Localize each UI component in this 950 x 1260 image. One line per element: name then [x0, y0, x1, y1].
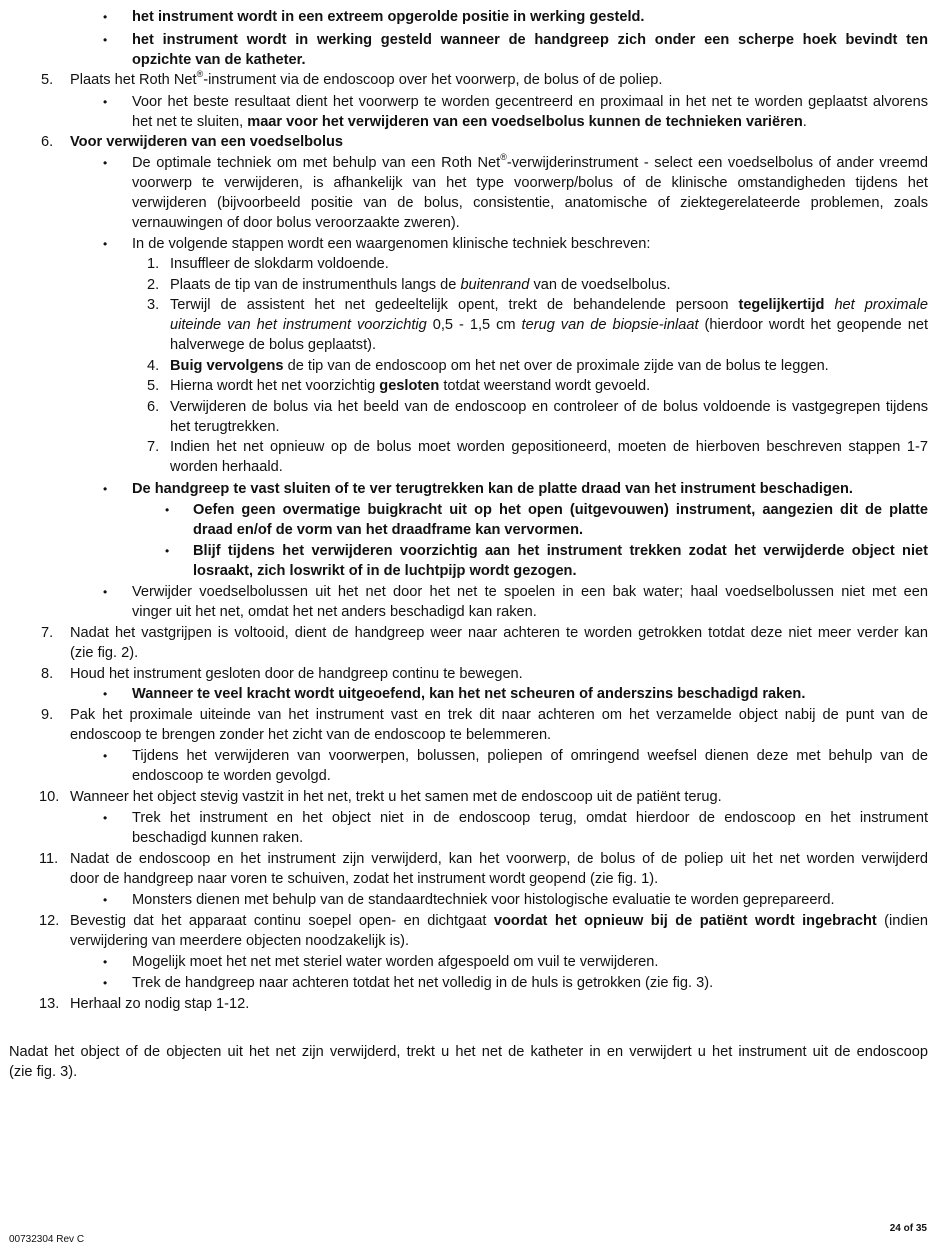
line-text	[70, 931, 928, 952]
text-run: vinger uit het net, omdat het net anders beschadigd kan raken.	[132, 604, 537, 620]
line-text	[132, 234, 928, 255]
text-line	[0, 295, 950, 316]
line-text	[170, 397, 928, 418]
line-text	[132, 952, 928, 973]
text-run: (zie fig. 3).	[9, 1064, 78, 1080]
text-run: (zie fig. 2).	[70, 645, 139, 661]
list-number: 10.	[39, 789, 60, 805]
list-number: 9.	[41, 707, 54, 723]
line-text	[9, 1062, 928, 1083]
text-run: 0,5 - 1,5 cm	[426, 317, 522, 333]
text-line	[0, 275, 950, 296]
text-line	[0, 193, 950, 214]
line-text	[193, 520, 928, 541]
text-line	[0, 315, 950, 336]
line-text	[70, 70, 928, 91]
bold-text: Oefen geen overmatige buigkracht uit op het open (uitgevouwen) instrument, aangezien dit de platte	[193, 502, 928, 518]
text-run: endoscoop te worden gevolgd.	[132, 768, 331, 784]
bold-text: gesloten	[379, 378, 440, 394]
line-text	[132, 684, 928, 705]
line-text	[132, 112, 928, 133]
text-run: Insuffleer de slokdarm voldoende.	[170, 256, 389, 272]
text-run: De optimale techniek om met behulp van een Roth Net	[132, 155, 501, 171]
text-line	[0, 931, 950, 952]
text-run: Wanneer het object stevig vastzit in het net, trekt u het samen met de endoscoop uit de patiënt terug.	[70, 789, 722, 805]
text-line	[0, 828, 950, 849]
text-line	[0, 602, 950, 623]
line-text	[193, 541, 928, 562]
list-number: 6.	[147, 399, 160, 415]
text-run: Herhaal zo nodig stap 1-12.	[70, 996, 250, 1012]
text-line	[0, 376, 950, 397]
bullet-marker: •	[103, 95, 108, 109]
text-line	[0, 30, 950, 51]
line-text	[70, 664, 928, 685]
list-number: 13.	[39, 996, 60, 1012]
text-run: Terwijl de assistent het net gedeeltelijk opent, trekt de behandelende persoon	[170, 297, 739, 313]
text-line	[0, 1042, 950, 1063]
text-line	[0, 356, 950, 377]
text-line	[0, 50, 950, 71]
text-line	[0, 725, 950, 746]
text-run: Houd het instrument gesloten door de handgreep continu te bewegen.	[70, 666, 523, 682]
text-line	[0, 808, 950, 829]
line-text	[70, 725, 928, 746]
text-run: voorwerp te verwijderen, is afhankelijk van het type voorwerp/bolus of de klinische omstandigheden tijdens het	[132, 175, 928, 191]
text-line	[0, 335, 950, 356]
text-line	[0, 787, 950, 808]
text-line	[0, 173, 950, 194]
text-run: het terugtrekken.	[170, 419, 280, 435]
line-text	[132, 828, 928, 849]
list-number: 5.	[147, 378, 160, 394]
line-text	[70, 911, 928, 932]
text-line	[0, 766, 950, 787]
bullet-marker: •	[103, 955, 108, 969]
bold-text: maar voor het verwijderen van een voedselbolus kunnen de technieken variëren	[247, 114, 803, 130]
text-run: (indien	[876, 913, 928, 929]
text-line	[0, 437, 950, 458]
text-line	[0, 234, 950, 255]
list-number: 7.	[147, 439, 160, 455]
text-line	[0, 500, 950, 521]
bullet-marker: •	[103, 893, 108, 907]
line-text	[9, 1042, 928, 1063]
text-line	[0, 1062, 950, 1083]
line-text	[132, 973, 928, 994]
list-number: 2.	[147, 277, 160, 293]
line-text	[132, 7, 928, 28]
text-run: Verwijderen de bolus via het beeld van de endoscoop en controleer of de bolus voldoende is vastgegrepen tijdens	[170, 399, 928, 415]
line-text	[132, 746, 928, 767]
bold-text: draad en/of de vorm van het draadframe kan vervormen.	[193, 522, 584, 538]
italic-text: uiteinde van het instrument voorzichtig	[170, 317, 427, 333]
bullet-marker: •	[165, 503, 170, 517]
bullet-marker: •	[103, 749, 108, 763]
bold-text: De handgreep te vast sluiten of te ver terugtrekken kan de platte draad van het instrument beschadigen.	[132, 481, 853, 497]
text-line	[0, 254, 950, 275]
text-line	[0, 213, 950, 234]
registered-mark: ®	[500, 153, 507, 163]
text-run: verwijdering van meerdere objecten noodzakelijk is).	[70, 933, 410, 949]
bold-text: opzichte van de katheter.	[132, 52, 306, 68]
italic-text: buitenrand	[460, 277, 530, 293]
text-line	[0, 890, 950, 911]
list-number: 6.	[41, 134, 54, 150]
line-text	[70, 994, 928, 1015]
text-run: Pak het proximale uiteinde van het instrument vast en trek dit naar achteren om het verzamelde object nabij de punt van de	[70, 707, 928, 723]
line-text	[170, 275, 928, 296]
text-run: halverwege de bolus geplaatst).	[170, 337, 377, 353]
text-line	[0, 520, 950, 541]
text-line	[0, 112, 950, 133]
list-number: 12.	[39, 913, 60, 929]
list-number: 3.	[147, 297, 160, 313]
line-text	[132, 602, 928, 623]
text-line	[0, 849, 950, 870]
line-text	[132, 92, 928, 113]
list-number: 11.	[39, 851, 59, 867]
bullet-marker: •	[103, 156, 108, 170]
text-run: endoscoop te brengen zonder het zicht van de endoscoop te belemmeren.	[70, 727, 552, 743]
list-number: 8.	[41, 666, 54, 682]
list-number: 4.	[147, 358, 160, 374]
text-line	[0, 561, 950, 582]
text-run: het net te sluiten,	[132, 114, 248, 130]
line-text	[132, 30, 928, 51]
bullet-marker: •	[103, 33, 108, 47]
line-text	[170, 254, 928, 275]
bullet-marker: •	[103, 687, 108, 701]
text-line	[0, 132, 950, 153]
registered-mark: ®	[196, 69, 204, 80]
text-line	[0, 684, 950, 705]
text-line	[0, 541, 950, 562]
line-text	[193, 500, 928, 521]
line-text	[170, 417, 928, 438]
text-run: Verwijder voedselbolussen uit het net door het net te spoelen in een bak water; haal voedselbolussen niet met een	[132, 584, 928, 600]
bold-text: losraakt, zich loswrikt of in de luchtpijp wordt gezogen.	[193, 563, 577, 579]
bold-text: het instrument wordt in werking gesteld wanneer de handgreep zich onder een scherpe hoek bevindt ten	[132, 32, 928, 48]
text-run: -instrument via de endoscoop over het voorwerp, de bolus of de poliep.	[203, 72, 663, 88]
text-run: beschadigd kunnen raken.	[132, 830, 304, 846]
list-number: 1.	[147, 256, 160, 272]
text-run: Nadat de endoscoop en het instrument zijn verwijderd, kan het voorwerp, de bolus of de poliep uit het net worden verwijderd	[70, 851, 928, 867]
bold-text: het instrument wordt in een extreem opgerolde positie in werking gesteld.	[132, 9, 645, 25]
italic-text: terug van de biopsie-inlaat	[521, 317, 699, 333]
text-run: vernauwingen of door bolus veroorzaakte zweren).	[132, 215, 460, 231]
line-text	[132, 213, 928, 234]
bullet-marker: •	[103, 585, 108, 599]
text-run: Monsters dienen met behulp van de standaardtechniek voor histologische evaluatie te worden geprepareerd.	[132, 892, 835, 908]
text-run: totdat weerstand wordt gevoeld.	[439, 378, 651, 394]
text-run: verwijderen (bijvoorbeeld positie van de bolus, consistentie, anatomische of ziektegerelateerde problemen, zoals	[132, 195, 928, 211]
text-line	[0, 973, 950, 994]
text-line	[0, 911, 950, 932]
bullet-marker: •	[103, 10, 108, 24]
text-run: In de volgende stappen wordt een waargenomen klinische techniek beschreven:	[132, 236, 651, 252]
bullet-marker: •	[103, 976, 108, 990]
text-run: .	[802, 114, 807, 130]
bold-text: tegelijkertijd	[738, 297, 825, 313]
line-text	[70, 643, 928, 664]
text-run: Plaats het Roth Net	[70, 72, 197, 88]
text-run: Mogelijk moet het net met steriel water worden afgespoeld om vuil te verwijderen.	[132, 954, 659, 970]
line-text	[193, 561, 928, 582]
text-run: Nadat het object of de objecten uit het net zijn verwijderd, trekt u het net de katheter in en verwijdert u het instrument uit de endoscoop	[9, 1044, 928, 1060]
line-text	[70, 787, 928, 808]
bold-text: Buig vervolgens	[170, 358, 284, 374]
text-run: Plaats de tip van de instrumenthuls langs de	[170, 277, 461, 293]
text-run: door de handgreep naar voren te schuiven, zodat het instrument wordt geopend (zie fig. 1).	[70, 871, 659, 887]
text-run: Tijdens het verwijderen van voorwerpen, bolussen, poliepen of omringend weefsel dienen deze met behulp van de	[132, 748, 928, 764]
text-run	[824, 297, 834, 313]
list-number: 5.	[41, 72, 54, 88]
document-number: 00732304 Rev C	[9, 1234, 85, 1245]
line-text	[170, 376, 928, 397]
text-line	[0, 70, 950, 91]
text-line	[0, 952, 950, 973]
text-run: de tip van de endoscoop om het net over de proximale zijde van de bolus te leggen.	[283, 358, 829, 374]
bullet-marker: •	[165, 544, 170, 558]
line-text	[170, 295, 928, 316]
text-line	[0, 869, 950, 890]
text-run: Hierna wordt het net voorzichtig	[170, 378, 380, 394]
line-text	[170, 437, 928, 458]
line-text	[132, 193, 928, 214]
text-run: van de voedselbolus.	[529, 277, 671, 293]
italic-text: het proximale	[834, 297, 928, 313]
line-text	[132, 582, 928, 603]
text-line	[0, 664, 950, 685]
text-run: Nadat het vastgrijpen is voltooid, dient de handgreep weer naar achteren te worden getrokken totdat deze niet meer verder kan	[70, 625, 928, 641]
line-text	[132, 890, 928, 911]
bold-text: voordat het opnieuw bij de patiënt wordt ingebracht	[493, 913, 877, 929]
text-line	[0, 397, 950, 418]
bold-text: Blijf tijdens het verwijderen voorzichtig aan het instrument trekken zodat het verwijderde object niet	[193, 543, 928, 559]
line-text	[70, 705, 928, 726]
bullet-marker: •	[103, 482, 108, 496]
text-line	[0, 746, 950, 767]
text-line	[0, 582, 950, 603]
line-text	[132, 479, 928, 500]
line-text	[132, 173, 928, 194]
text-run: Indien het net opnieuw op de bolus moet worden gepositioneerd, moeten de hierboven beschreven stappen 1-7	[170, 439, 928, 455]
line-text	[170, 315, 928, 336]
text-line	[0, 153, 950, 174]
text-line	[0, 479, 950, 500]
text-line	[0, 705, 950, 726]
line-text	[70, 849, 928, 870]
line-text	[170, 457, 928, 478]
text-run: Trek de handgreep naar achteren totdat het net volledig in de huls is getrokken (zie fig. 3).	[132, 975, 714, 991]
bullet-marker: •	[103, 237, 108, 251]
line-text	[70, 132, 928, 153]
bold-text: Wanneer te veel kracht wordt uitgeoefend, kan het net scheuren of anderszins beschadigd raken.	[132, 686, 806, 702]
text-run: -verwijderinstrument - select een voedselbolus of ander vreemd	[506, 155, 928, 171]
line-text	[132, 50, 928, 71]
text-run: worden herhaald.	[170, 459, 283, 475]
text-run: Bevestig dat het apparaat continu soepel open- en dichtgaat	[70, 913, 494, 929]
text-line	[0, 623, 950, 644]
line-text	[132, 808, 928, 829]
text-run: (hierdoor wordt het geopende net	[698, 317, 928, 333]
text-line	[0, 7, 950, 28]
text-run: Voor het beste resultaat dient het voorwerp te worden gecentreerd en proximaal in het net te worden geplaatst alvorens	[132, 94, 928, 110]
page-number: 24 of 35	[889, 1223, 927, 1234]
text-run: Trek het instrument en het object niet in de endoscoop terug, omdat hierdoor de endoscoop en het instrument	[132, 810, 928, 826]
line-text	[70, 869, 928, 890]
line-text	[132, 153, 928, 174]
bold-text: Voor verwijderen van een voedselbolus	[70, 134, 344, 150]
bullet-marker: •	[103, 811, 108, 825]
text-line	[0, 457, 950, 478]
line-text	[70, 623, 928, 644]
line-text	[132, 766, 928, 787]
text-line	[0, 994, 950, 1015]
list-number: 7.	[41, 625, 54, 641]
text-line	[0, 92, 950, 113]
line-text	[170, 356, 928, 377]
text-line	[0, 643, 950, 664]
text-line	[0, 417, 950, 438]
line-text	[170, 335, 928, 356]
